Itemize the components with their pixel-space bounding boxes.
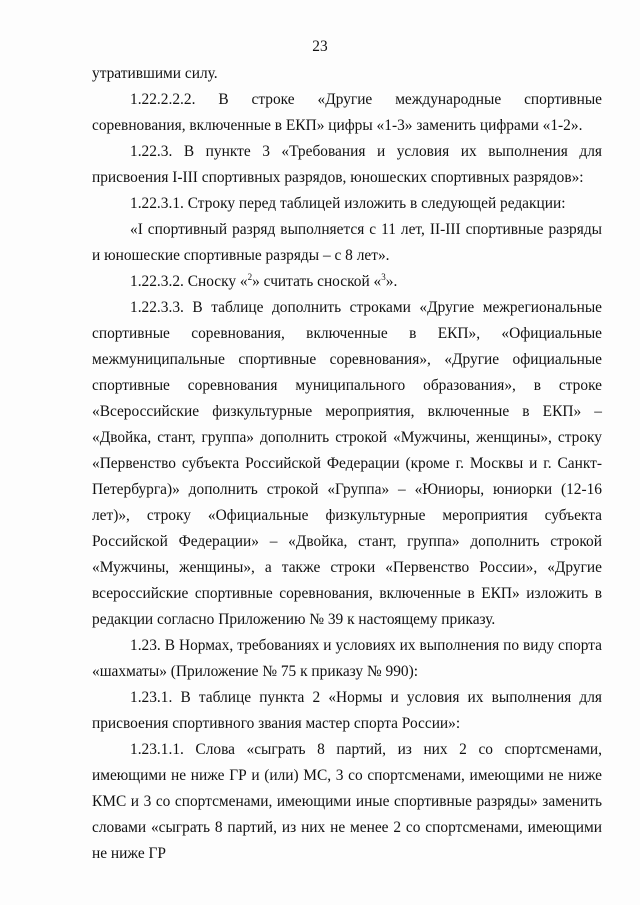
- paragraph-quoted-line: «I спортивный разряд выполняется с 11 лет, II-III спортивные разряды и юношеские спортивные разряды – с 8 лет».: [92, 221, 602, 264]
- page-number: 23: [312, 38, 328, 55]
- paragraph-1-23-1-1: 1.23.1.1. Слова «сыграть 8 партий, из них 2 со спортсменами, имеющими не ниже ГР и (или) МС, 3 со спортсменами, имеющими не ниже КМС и 3 со спортсменами, имеющими иные спортивные разряды» заменить словами «сыграть 8 партий, из них не менее 2 со спортсменами, имеющими не ниже ГР: [92, 741, 602, 862]
- document-body: [92, 61, 602, 867]
- paragraph-1-23-1: 1.23.1. В таблице пункта 2 «Нормы и условия их выполнения для присвоения спортивного звания мастер спорта России»:: [92, 689, 602, 732]
- paragraph-1-22-3-3: 1.22.3.3. В таблице дополнить строками «Другие межрегиональные спортивные соревнования, включенные в ЕКП», «Официальные межмуниципальные спортивные соревнования», «Другие официальные спортивные соревнования муниципального образования», в строке «Всероссийские физкультурные мероприятия, включенные в ЕКП» – «Двойка, стант, группа» дополнить строкой «Мужчины, женщины», строку «Первенство субъекта Российской Федерации (кроме г. Москвы и г. Санкт-Петербурга)» дополнить строкой «Группа» – «Юниоры, юниорки (12-16 лет)», строку «Официальные физкультурные мероприятия субъекта Российской Федерации» – «Двойка, стант, группа» дополнить строкой «Мужчины, женщины», а также строки «Первенство России», «Другие всероссийские спортивные соревнования, включенные в ЕКП» изложить в редакции согласно Приложению № 39 к настоящему приказу.: [92, 299, 602, 628]
- paragraph-1-22-2-2-2: 1.22.2.2.2. В строке «Другие международные спортивные соревнования, включенные в ЕКП» цифры «1-3» заменить цифрами «1-2».: [92, 91, 602, 134]
- paragraph-continuation: утратившими силу.: [92, 65, 218, 82]
- paragraph-1-22-3-1: 1.22.3.1. Строку перед таблицей изложить в следующей редакции:: [130, 195, 566, 212]
- paragraph-1-22-3: 1.22.3. В пункте 3 «Требования и условия их выполнения для присвоения I-III спортивных разрядов, юношеских спортивных разрядов»:: [92, 143, 602, 186]
- footnote-text-post: ».: [385, 273, 398, 290]
- footnote-mark-old: 2: [247, 272, 253, 282]
- footnote-text-mid: » считать сноской «: [252, 273, 382, 290]
- paragraph-1-23: 1.23. В Нормах, требованиях и условиях их выполнения по виду спорта «шахматы» (Приложение № 75 к приказу № 990):: [92, 637, 602, 680]
- footnote-mark-new: 3: [381, 272, 386, 282]
- footnote-text-pre: 1.22.3.2. Сноску «: [130, 273, 248, 290]
- paragraph-1-22-3-2: [92, 269, 602, 295]
